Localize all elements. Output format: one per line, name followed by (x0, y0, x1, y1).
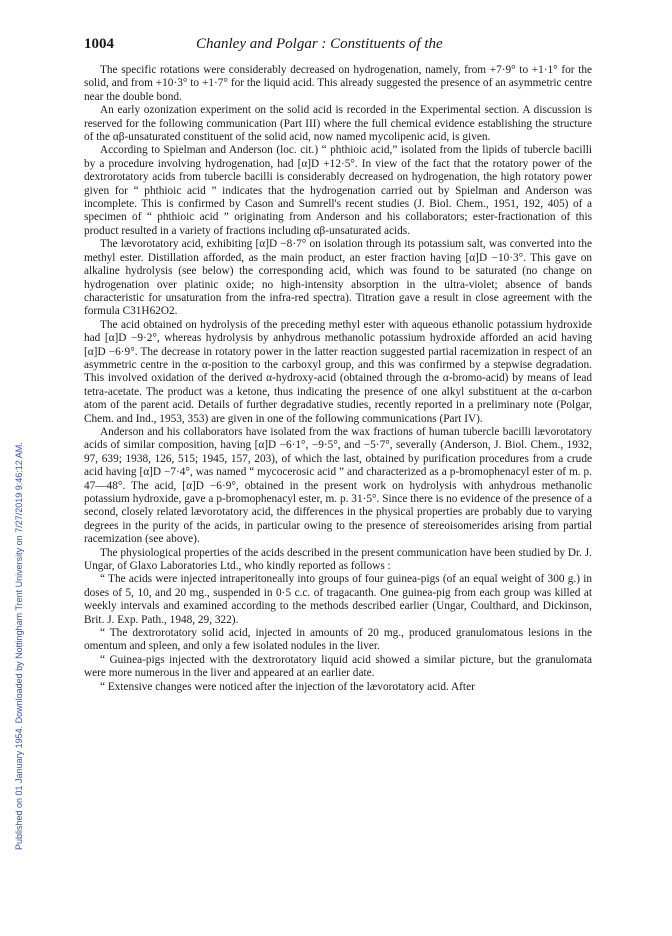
download-watermark (2, 130, 24, 850)
paragraph: The acid obtained on hydrolysis of the preceding methyl ester with aqueous ethanolic potassium hydroxide had [α]D −9·2°, whereas hydrolysis by anhydrous methanolic potassium hydroxide afforded an acid having [α]D −6·9°. The decrease in rotatory power in the latter reaction suggested partial racemization in respect of an asymmetric centre in the α-position to the carboxyl group, and this was confirmed by a stepwise degradation. This involved oxidation of the derived α-hydroxy-acid (obtained through the α-bromo-acid) by means of lead tetra-acetate. The product was a ketone, thus indicating the presence of one alkyl substituent at the α-carbon atom of the parent acid. Details of further degradative studies, recently reported in a preliminary note (Polgar, Chem. and Ind., 1953, 353) are given in one of the following communications (Part IV). (84, 318, 592, 425)
paragraph: According to Spielman and Anderson (loc. cit.) “ phthioic acid,” isolated from the lipids of tubercle bacilli by a procedure involving hydrogenation, had [α]D +12·5°. In view of the fact that the rotatory power of the dextrorotatory acids from tubercle bacilli is considerably decreased on hydrogenation, the high rotatory power given for “ phthioic acid ” indicates that the hydrogenation carried out by Spielman and Anderson was incomplete. This is confirmed by Cason and Sumrell's recent studies (J. Biol. Chem., 1951, 192, 405) of a specimen of “ phthioic acid ” originating from Anderson and his collaborators; ester-fractionation of this product resulted in a variety of fractions including αβ-unsaturated acids. (84, 144, 592, 237)
paragraph: The specific rotations were considerably decreased on hydrogenation, namely, from +7·9° to +1·1° for the solid, and from +10·3° to +1·7° for the liquid acid. This already suggested the presence of an asymmetric centre near the double bond. (84, 64, 592, 103)
download-watermark-text: Published on 01 January 1954. Downloaded by Nottingham Trent University on 7/27/2019 9:46:12 AM. (14, 442, 24, 850)
page-number: 1004 (84, 36, 114, 52)
running-head: Chanley and Polgar : Constituents of the (196, 36, 443, 52)
quoted-paragraph: “ The acids were injected intraperitoneally into groups of four guinea-pigs (of an equal weight of 300 g.) in doses of 5, 10, and 20 mg., suspended in 0·5 c.c. of tragacanth. One guinea-pig from each group was killed at weekly intervals and examined according to the methods described earlier (Ungar, Coulthard, and Dickinson, Brit. J. Exp. Path., 1948, 29, 322). (84, 573, 592, 626)
paragraph: An early ozonization experiment on the solid acid is recorded in the Experimental section. A discussion is reserved for the following communication (Part III) where the full chemical evidence establishing the structure of the αβ-unsaturated constituent of the solid acid, now named mycolipenic acid, is given. (84, 104, 592, 144)
paragraph: The lævorotatory acid, exhibiting [α]D −8·7° on isolation through its potassium salt, was converted into the methyl ester. Distillation afforded, as the main product, an ester fraction having [α]D −10·3°. This gave on alkaline hydrolysis (see below) the corresponding acid, which was found to be saturated (no change on hydrogenation over platinic oxide; no high-intensity absorption in the ultra-violet; absence of bands characteristic for unsaturation from the infra-red spectra). Titration gave a result in close agreement with the formula C31H62O2. (84, 238, 592, 318)
page-header (84, 36, 592, 56)
quoted-paragraph: “ Guinea-pigs injected with the dextrorotatory liquid acid showed a similar picture, but the granulomata were more numerous in the liver and appeared at an earlier date. (84, 653, 592, 680)
paragraph: Anderson and his collaborators have isolated from the wax fractions of human tubercle bacilli lævorotatory acids of similar composition, having [α]D −6·1°, −9·5°, and −5·7°, severally (Anderson, J. Biol. Chem., 1932, 97, 639; 1938, 126, 515; 1945, 157, 203), of which the last, obtained by purification procedures from a crude acid having [α]D −7·4°, was named “ mycocerosic acid ” and characterized as a p-bromophenacyl ester of m. p. 47—48°. The acid, [α]D −6·9°, obtained in the present work on hydrolysis with anhydrous methanolic potassium hydroxide, gave a p-bromophenacyl ester, m. p. 31·5°. Since there is no evidence of the presence of a second, closely related lævorotatory acid, the differences in the physical properties are probably due to varying degrees in the purity of the acids, in particular owing to the presence of stereoisomerides arising from partial racemization (see above). (84, 425, 592, 546)
quoted-paragraph: “ The dextrorotatory solid acid, injected in amounts of 20 mg., produced granulomatous lesions in the omentum and spleen, and only a few isolated nodules in the liver. (84, 627, 592, 653)
paragraph: The physiological properties of the acids described in the present communication have been studied by Dr. J. Ungar, of Glaxo Laboratories Ltd., who kindly reported as follows : (84, 546, 592, 573)
quoted-paragraph: “ Extensive changes were noticed after the injection of the lævorotatory acid. After (100, 680, 475, 693)
body-text (84, 64, 592, 694)
